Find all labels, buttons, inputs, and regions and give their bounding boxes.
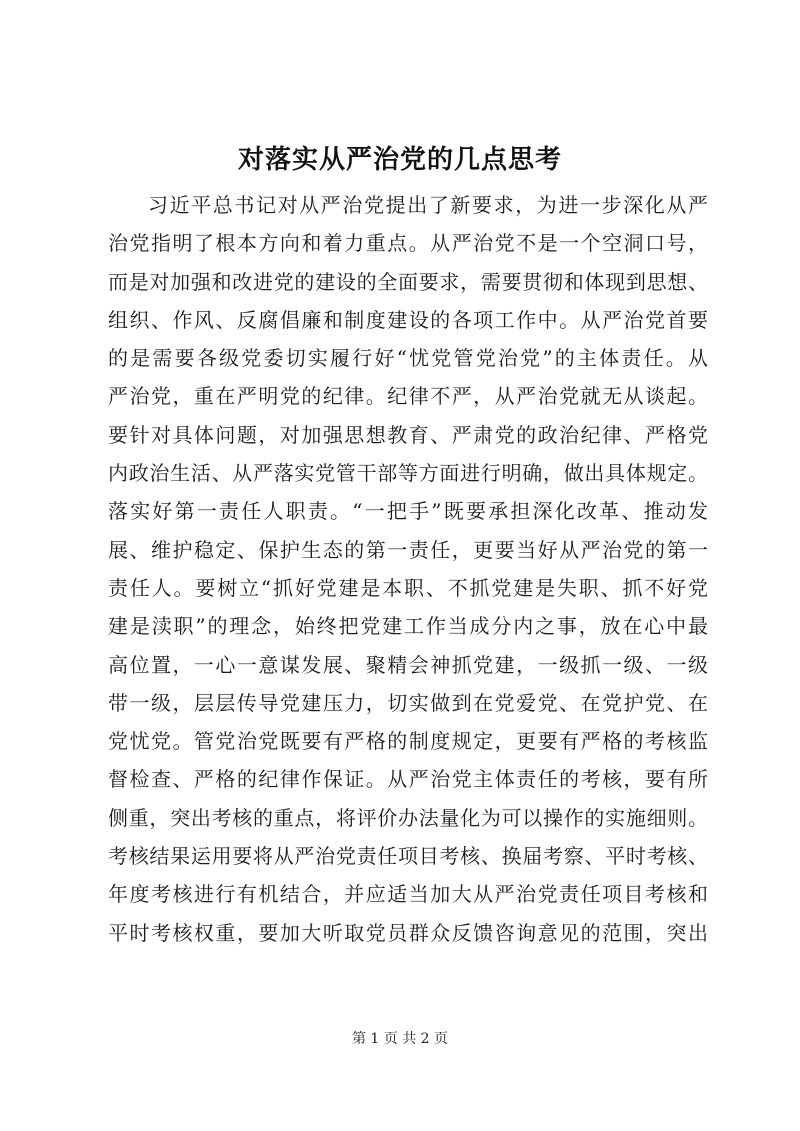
body-line: 督检查、严格的纪律作保证。从严治党主体责任的考核，要有所: [108, 767, 708, 792]
page-number-footer: 第 1 页 共 2 页: [351, 1031, 449, 1047]
body-line: 组织、作风、反腐倡廉和制度建设的各项工作中。从严治党首要: [108, 307, 708, 332]
document-title: 对落实从严治党的几点思考: [237, 145, 562, 175]
body-line: 内政治生活、从严落实党管干部等方面进行明确，做出具体规定。: [108, 461, 708, 486]
body-line: 高位置，一心一意谋发展、聚精会神抓党建，一级抓一级、一级: [108, 652, 708, 677]
body-line: 考核结果运用要将从严治党责任项目考核、换届考察、平时考核、: [108, 844, 708, 869]
body-line: 而是对加强和改进党的建设的全面要求，需要贯彻和体现到思想、: [108, 269, 708, 294]
body-line: 责任人。要树立“抓好党建是本职、不抓党建是失职、抓不好党: [108, 575, 708, 600]
body-line: 严治党，重在严明党的纪律。纪律不严，从严治党就无从谈起。: [108, 384, 708, 409]
body-line: 要针对具体问题，对加强思想教育、严肃党的政治纪律、严格党: [108, 422, 708, 447]
body-line: 落实好第一责任人职责。“一把手”既要承担深化改革、推动发: [108, 499, 708, 524]
body-line: 习近平总书记对从严治党提出了新要求，为进一步深化从严: [148, 193, 708, 217]
body-line: 的是需要各级党委切实履行好“忧党管党治党”的主体责任。从: [108, 346, 708, 371]
body-line: 建是渎职”的理念，始终把党建工作当成分内之事，放在心中最: [108, 614, 708, 639]
body-line: 侧重，突出考核的重点，将评价办法量化为可以操作的实施细则。: [108, 805, 708, 830]
body-paragraph: [108, 186, 708, 952]
body-line: 治党指明了根本方向和着力重点。从严治党不是一个空洞口号，: [108, 231, 708, 256]
body-line: 带一级，层层传导党建压力，切实做到在党爱党、在党护党、在: [108, 690, 708, 715]
body-line: 党忧党。管党治党既要有严格的制度规定，更要有严格的考核监: [108, 729, 708, 754]
body-line: 展、维护稳定、保护生态的第一责任，更要当好从严治党的第一: [108, 537, 708, 562]
body-line: 平时考核权重，要加大听取党员群众反馈咨询意见的范围，突出: [108, 920, 708, 945]
body-line: 年度考核进行有机结合，并应适当加大从严治党责任项目考核和: [108, 882, 708, 907]
